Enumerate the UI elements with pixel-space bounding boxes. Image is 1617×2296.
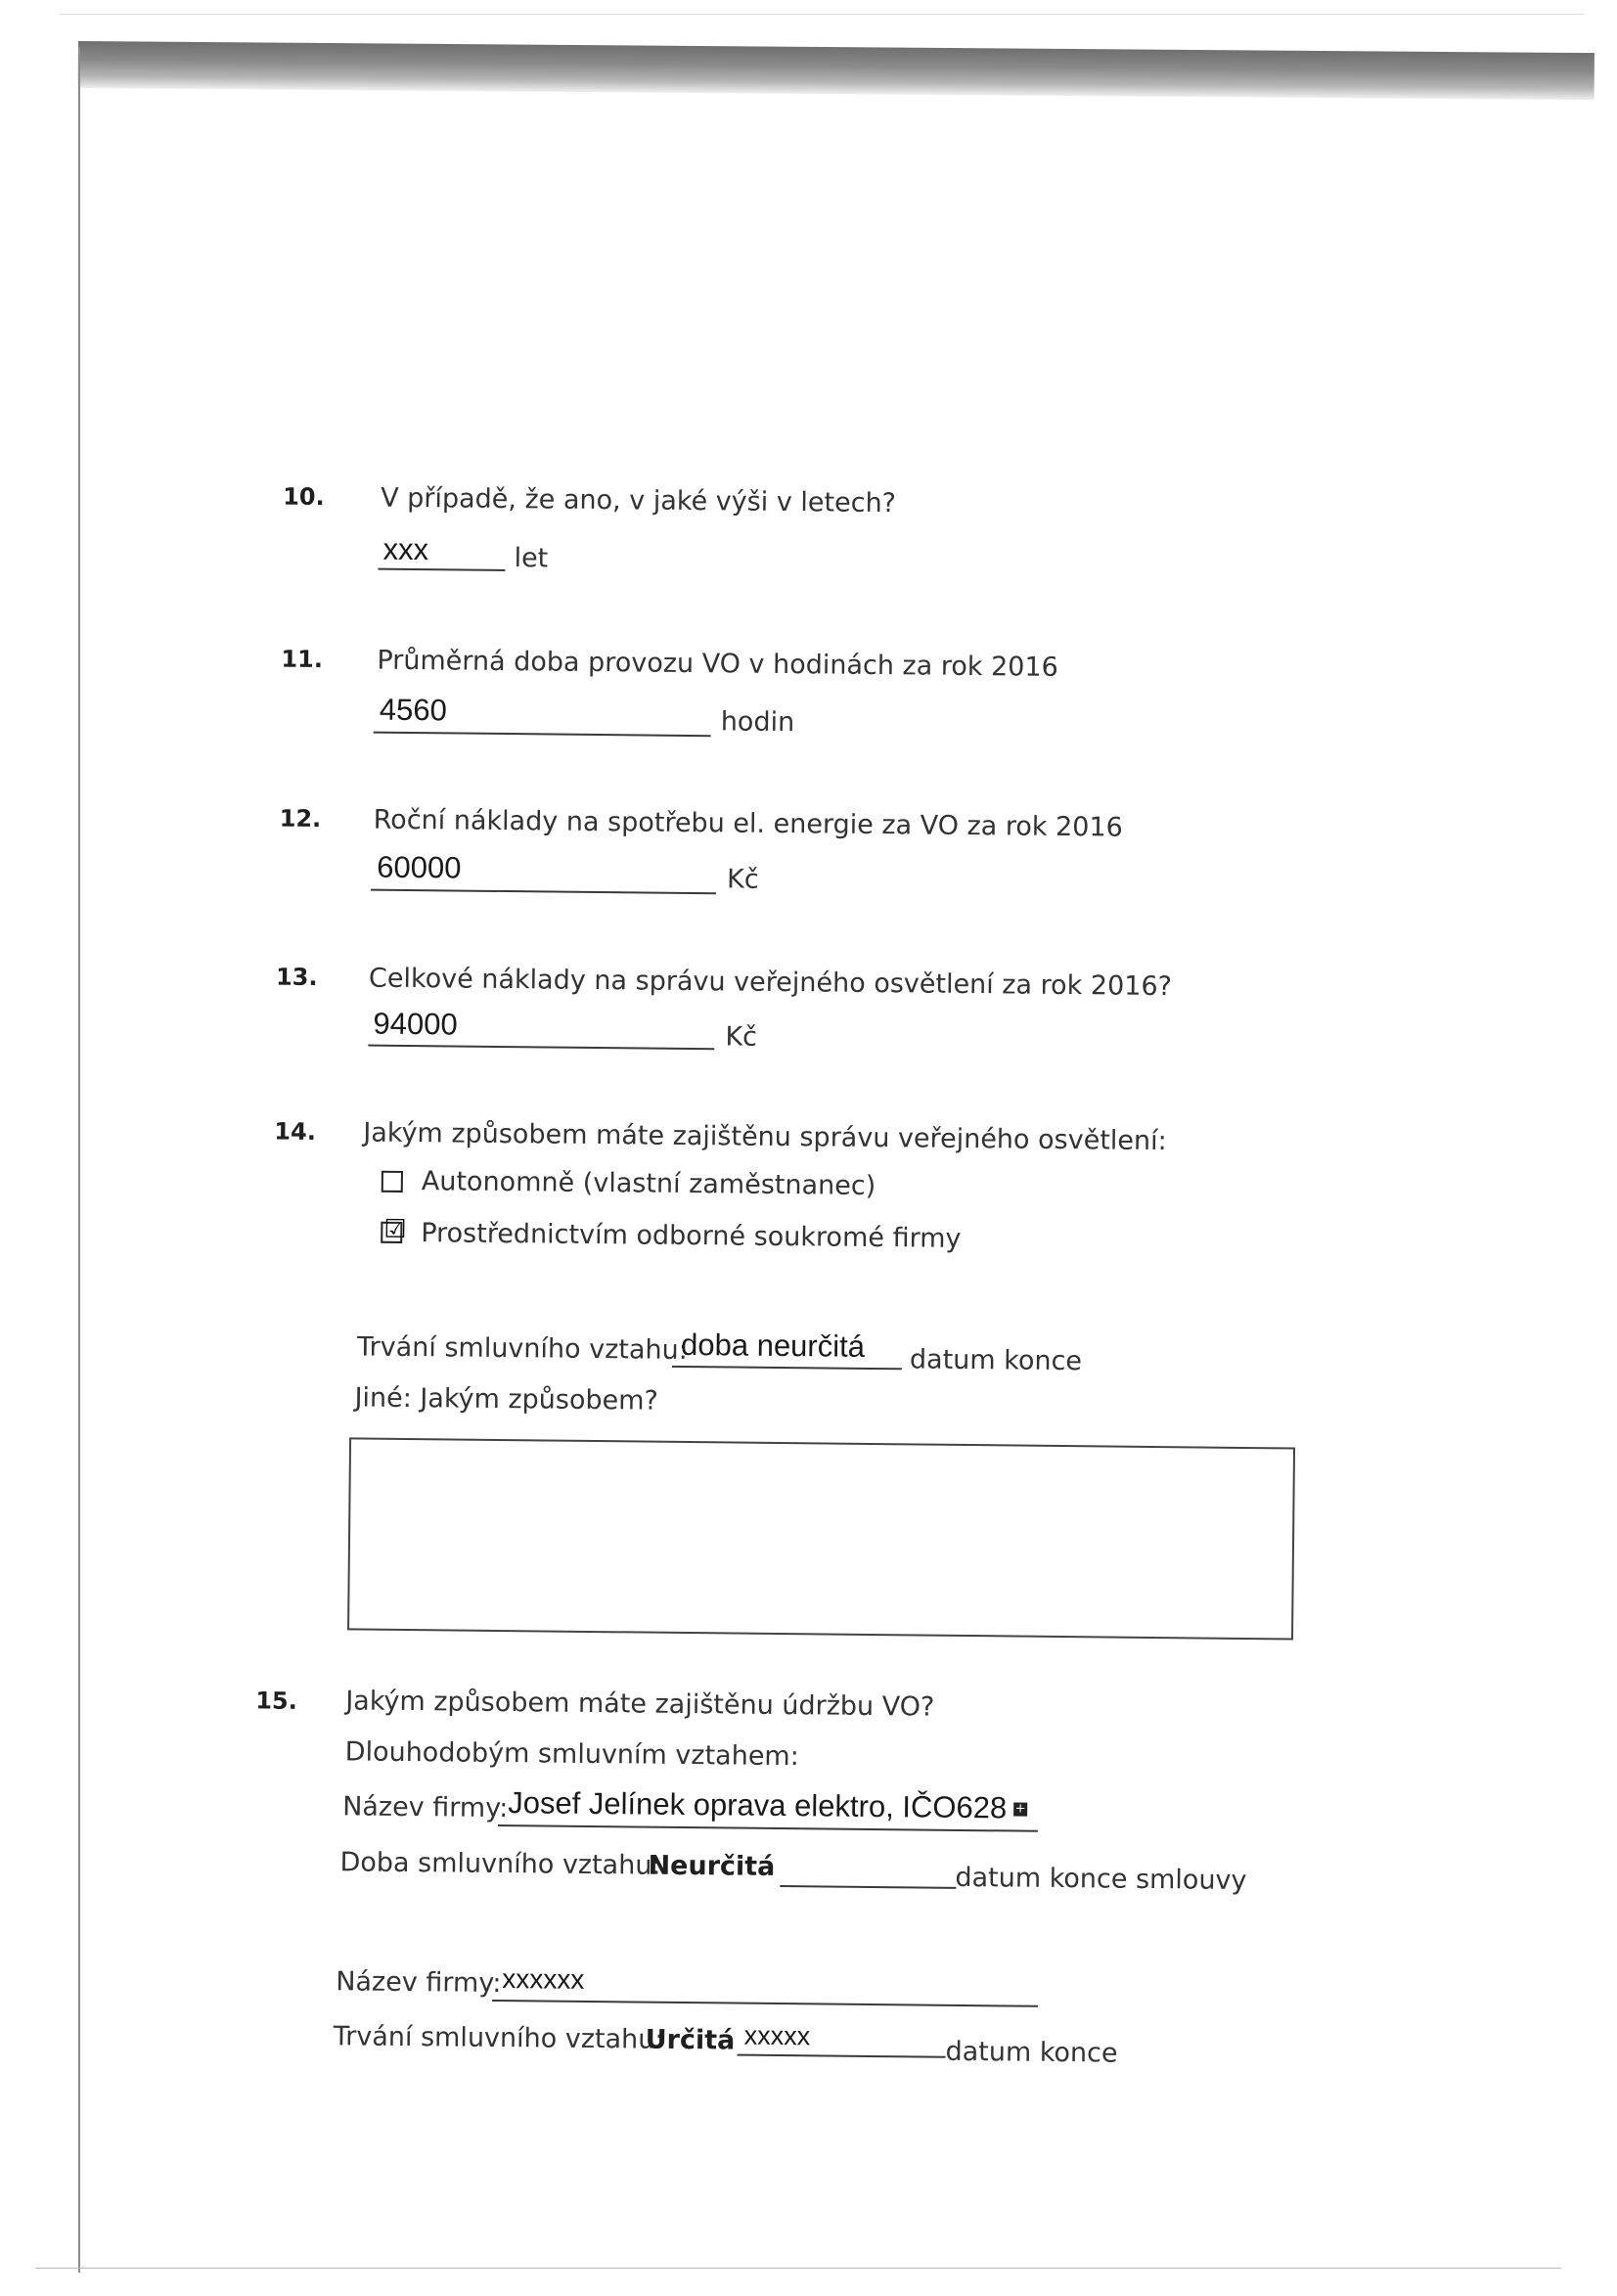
firm-name-underline-2 — [492, 2000, 1038, 2007]
plus-stamp-icon: + — [1014, 1801, 1026, 1817]
firm-name-value: Josef Jelínek oprava elektro, IČO628 — [508, 1785, 1008, 1825]
check-mark-icon: ☑ — [383, 1214, 407, 1244]
contract-duration-underline — [780, 1885, 956, 1889]
checkbox-private-firm[interactable] — [381, 1214, 407, 1244]
long-term-contract-label: Dlouhodobým smluvním vztahem: — [344, 1736, 799, 1773]
contract-duration-label: Trvání smluvního vztahu: — [356, 1331, 688, 1366]
contract-end-label-2: datum konce — [945, 2036, 1118, 2069]
question-number: 13. — [275, 963, 318, 992]
contract-duration-label-2: Trvání smluvního vztahu: — [333, 2021, 664, 2055]
contract-duration-underline — [672, 1366, 902, 1370]
question-number: 11. — [281, 645, 324, 674]
checkbox-autonomous[interactable] — [382, 1171, 403, 1193]
firm-name-value-2: xxxxxx — [502, 1963, 585, 1995]
firm-name-underline — [498, 1824, 1038, 1832]
question-number: 14. — [274, 1117, 317, 1147]
unit-label: hodin — [720, 706, 795, 739]
question-number: 10. — [283, 482, 325, 512]
contract-end-label: datum konce — [909, 1344, 1083, 1377]
contract-end-label: datum konce smlouvy — [955, 1862, 1247, 1897]
contract-duration-underline-2 — [738, 2054, 946, 2058]
firm-name-label-2: Název firmy: — [336, 1966, 502, 2000]
answer-underline — [378, 568, 505, 571]
unit-label: let — [514, 543, 549, 574]
contract-duration-value: doba neurčitá — [680, 1327, 866, 1364]
contract-duration-value: Neurčitá — [648, 1850, 776, 1882]
contract-duration-fill-2: xxxxx — [743, 2020, 811, 2051]
answer-value: 60000 — [377, 849, 462, 885]
question-text: Roční náklady na spotřebu el. energie za VO za rok 2016 — [373, 804, 1123, 843]
question-number: 12. — [279, 804, 322, 833]
other-method-textbox[interactable] — [347, 1437, 1295, 1640]
question-text: Průměrná doba provozu VO v hodinách za rok 2016 — [377, 645, 1058, 683]
other-method-label: Jiné: Jakým způsobem? — [354, 1382, 658, 1417]
answer-value: 94000 — [373, 1006, 458, 1042]
question-number: 15. — [255, 1687, 297, 1715]
firm-name-label: Název firmy: — [341, 1791, 509, 1824]
option-label-private-firm: Prostřednictvím odborné soukromé firmy — [421, 1218, 962, 1254]
answer-value: 4560 — [379, 692, 448, 728]
unit-label: Kč — [725, 1021, 758, 1053]
question-text: V případě, že ano, v jaké výši v letech? — [381, 482, 897, 519]
answer-underline — [368, 1045, 714, 1051]
answer-underline — [371, 889, 716, 895]
question-10 — [12, 0, 1617, 574]
question-text: Celkové náklady na správu veřejného osvětlení za rok 2016? — [368, 963, 1173, 1003]
question-text: Jakým způsobem máte zajištěnu údržbu VO? — [345, 1686, 935, 1723]
answer-value: xxx — [382, 531, 429, 567]
option-label-autonomous: Autonomně (vlastní zaměstnanec) — [421, 1166, 876, 1202]
contract-duration-value-2: Určitá — [645, 2024, 736, 2056]
contract-duration-label: Doba smluvního vztahu: — [339, 1847, 661, 1881]
answer-underline — [374, 732, 711, 738]
unit-label: Kč — [726, 864, 759, 895]
question-text: Jakým způsobem máte zajištěnu správu veřejného osvětlení: — [363, 1117, 1167, 1157]
